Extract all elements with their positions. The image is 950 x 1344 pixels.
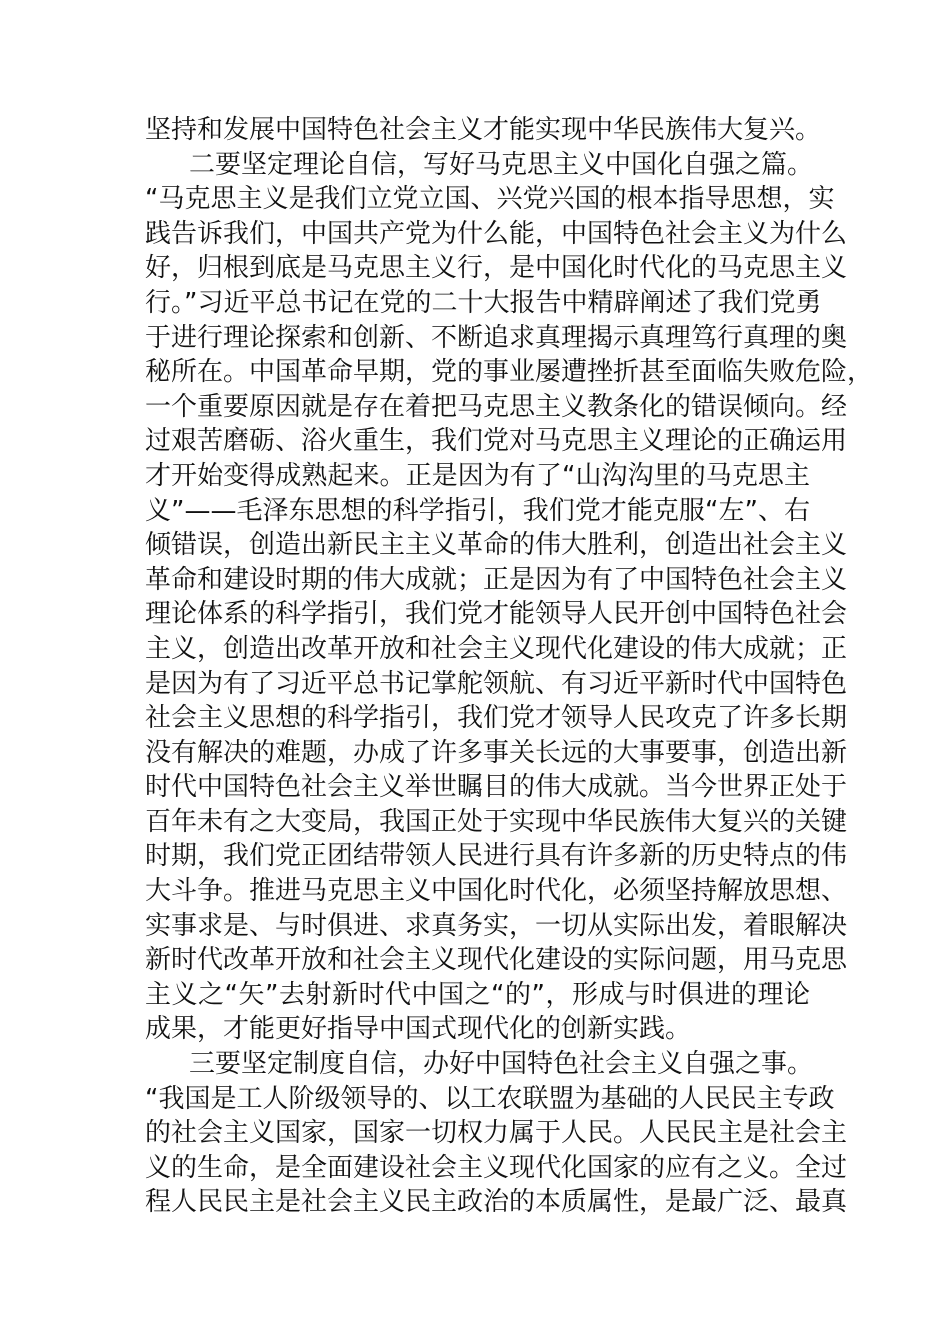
paragraph-line: 实事求是、与时俱进、求真务实，一切从实际出发，着眼解决 xyxy=(145,910,848,941)
paragraph-line: 倾错误，创造出新民主主义革命的伟大胜利，创造出社会主义 xyxy=(145,530,848,561)
paragraph-line: 没有解决的难题，办成了许多事关长远的大事要事，创造出新 xyxy=(145,737,848,768)
paragraph-line: 百年未有之大变局，我国正处于实现中华民族伟大复兴的关键 xyxy=(145,806,848,837)
paragraph-line: 行。”习近平总书记在党的二十大报告中精辟阐述了我们党勇 xyxy=(145,287,822,318)
paragraph-line: 义”——毛泽东思想的科学指引，我们党才能克服“左”、右 xyxy=(145,495,810,526)
paragraph-line: 大斗争。推进马克思主义中国化时代化，必须坚持解放思想、 xyxy=(145,876,848,907)
paragraph-line: 主义之“矢”去射新时代中国之“的”，形成与时俱进的理论 xyxy=(145,979,810,1010)
paragraph-line: 一个重要原因就是存在着把马克思主义教条化的错误倾向。经 xyxy=(145,391,848,422)
paragraph-line: 时期，我们党正团结带领人民进行具有许多新的历史特点的伟 xyxy=(145,841,848,872)
paragraph-line: “我国是工人阶级领导的、以工农联盟为基础的人民民主专政 xyxy=(145,1083,835,1114)
paragraph-line: 坚持和发展中国特色社会主义才能实现中华民族伟大复兴。 xyxy=(145,115,822,145)
paragraph-line: 时代中国特色社会主义举世瞩目的伟大成就。当今世界正处于 xyxy=(145,772,848,803)
paragraph-line: 才开始变得成熟起来。正是因为有了“山沟沟里的马克思主 xyxy=(145,460,810,491)
paragraph-line: 好，归根到底是马克思主义行，是中国化时代化的马克思主义 xyxy=(145,253,848,284)
paragraph-line: 义的生命，是全面建设社会主义现代化国家的应有之义。全过 xyxy=(145,1152,848,1183)
paragraph-line: 秘所在。中国革命早期，党的事业屡遭挫折甚至面临失败危险， xyxy=(145,357,874,388)
section-heading-line: 三要坚定制度自信，办好中国特色社会主义自强之事。 xyxy=(189,1049,814,1080)
paragraph-line: 于进行理论探索和创新、不断追求真理揭示真理笃行真理的奥 xyxy=(145,322,848,353)
paragraph-line: 践告诉我们，中国共产党为什么能，中国特色社会主义为什么 xyxy=(145,218,848,249)
paragraph-line: 革命和建设时期的伟大成就；正是因为有了中国特色社会主义 xyxy=(145,564,848,595)
paragraph-line: 理论体系的科学指引，我们党才能领导人民开创中国特色社会 xyxy=(145,599,848,630)
paragraph-line: 成果，才能更好指导中国式现代化的创新实践。 xyxy=(145,1014,692,1045)
section-heading-line: 二要坚定理论自信，写好马克思主义中国化自强之篇。 xyxy=(189,149,814,180)
paragraph-line: 的社会主义国家，国家一切权力属于人民。人民民主是社会主 xyxy=(145,1118,848,1149)
paragraph-line: 过艰苦磨砺、浴火重生，我们党对马克思主义理论的正确运用 xyxy=(145,426,848,457)
paragraph-line: 程人民民主是社会主义民主政治的本质属性，是最广泛、最真 xyxy=(145,1187,848,1218)
paragraph-line: 社会主义思想的科学指引，我们党才领导人民攻克了许多长期 xyxy=(145,703,848,734)
paragraph-line: 是因为有了习近平总书记掌舵领航、有习近平新时代中国特色 xyxy=(145,668,848,699)
paragraph-line: 主义，创造出改革开放和社会主义现代化建设的伟大成就；正 xyxy=(145,633,848,664)
paragraph-line: 新时代改革开放和社会主义现代化建设的实际问题，用马克思 xyxy=(145,945,848,976)
document-page xyxy=(145,113,874,1220)
paragraph-line: “马克思主义是我们立党立国、兴党兴国的根本指导思想，实 xyxy=(145,184,835,215)
